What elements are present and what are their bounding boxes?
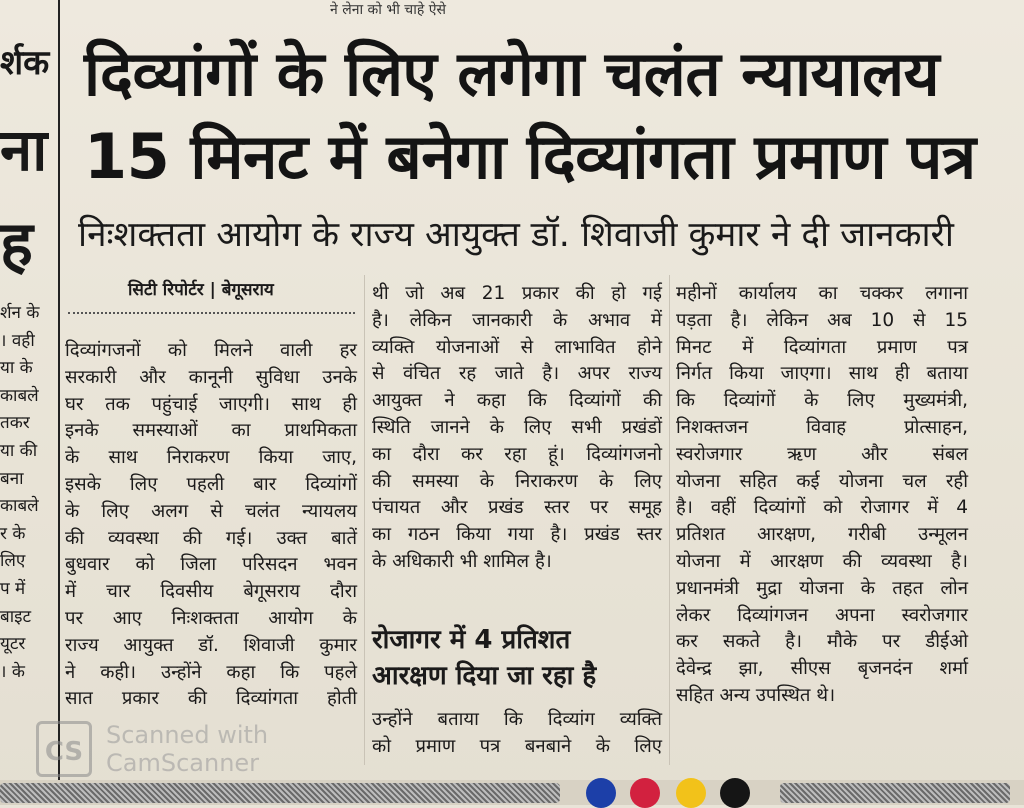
text-line: प में bbox=[0, 578, 26, 599]
camscanner-logo-icon: CS bbox=[36, 721, 92, 777]
text-line: या के bbox=[0, 358, 33, 379]
text-line: स्थिति जानने के लिए सभी प्रखंडों bbox=[372, 416, 662, 438]
watermark-line-2: CamScanner bbox=[106, 749, 260, 777]
text-line: र्शन के bbox=[0, 303, 40, 323]
subheadline: निःशक्तता आयोग के राज्य आयुक्त डॉ. शिवाजी कुमार ने दी जानकारी bbox=[78, 215, 954, 255]
text-line: सहित अन्य उपस्थित थे। bbox=[676, 684, 836, 706]
text-line: इनके समस्याओं का प्राथमिकता bbox=[65, 420, 357, 442]
text-line: बना bbox=[0, 468, 24, 489]
text-line: इसके लिए पहली बार दिव्यांगों bbox=[65, 473, 357, 495]
text-line: यूटर bbox=[0, 634, 26, 655]
text-line: । वही bbox=[0, 330, 35, 351]
column-subheading-line-2: आरक्षण दिया जा रहा है bbox=[372, 661, 597, 691]
text-line: सरकारी और कानूनी सुविधा उनके bbox=[65, 366, 357, 388]
text-line: प्रतिशत आरक्षण, गरीबी उन्मूलन bbox=[676, 524, 968, 546]
text-line: निर्गत किया जाएगा। साथ ही बताया bbox=[676, 363, 968, 385]
text-line: दिव्यांगजनों को मिलने वाली हर bbox=[65, 340, 357, 361]
text-line: है। लेकिन जानकारी के अभाव में bbox=[372, 309, 662, 331]
text-line: योजना सहित कई योजना चल रही bbox=[676, 470, 968, 492]
registration-dot-yellow bbox=[676, 778, 706, 808]
headline-line-1: दिव्यांगों के लिए लगेगा चलंत न्यायालय bbox=[84, 37, 940, 110]
column-divider bbox=[364, 275, 365, 765]
text-line: पड़ता है। लेकिन अब 10 से 15 bbox=[676, 309, 968, 331]
print-texture-strip bbox=[780, 783, 1010, 803]
column-divider bbox=[669, 275, 670, 765]
watermark-line-1: Scanned with bbox=[106, 721, 269, 749]
headline-line-2: 15 मिनट में बनेगा दिव्यांगता प्रमाण पत्र bbox=[84, 120, 976, 193]
text-line: बाइट bbox=[0, 606, 32, 627]
text-line: तकर bbox=[0, 413, 30, 434]
registration-dot-black bbox=[720, 778, 750, 808]
article-column-3 bbox=[676, 281, 968, 710]
adjacent-headline-fragment: ना bbox=[0, 116, 48, 184]
text-line: कि दिव्यांगों के लिए मुख्यमंत्री, bbox=[676, 390, 968, 412]
adjacent-headline-fragment: र्शक bbox=[0, 43, 50, 83]
byline-divider bbox=[68, 312, 355, 314]
adjacent-text-lines bbox=[0, 300, 58, 686]
text-line: का दौरा कर रहा हूं। दिव्यांगजनो bbox=[372, 443, 662, 465]
text-line: ने कही। उन्होंने कहा कि पहले bbox=[65, 661, 357, 683]
text-line: । के bbox=[0, 661, 25, 682]
text-line: महीनों कार्यालय का चक्कर लगाना bbox=[676, 283, 968, 304]
text-line: पर आए निःशक्तता आयोग के bbox=[65, 607, 357, 629]
text-line: को प्रमाण पत्र बनबाने के लिए bbox=[372, 735, 662, 757]
registration-dot-blue bbox=[586, 778, 616, 808]
text-line: व्यक्ति योजनाओं से लाभावित होने bbox=[372, 336, 662, 358]
column-subheading-line-1: रोजागर में 4 प्रतिशत bbox=[372, 625, 571, 655]
text-line: आयुक्त ने कहा कि दिव्यांगों की bbox=[372, 390, 662, 412]
text-line: काबले bbox=[0, 385, 39, 406]
text-line: सात प्रकार की दिव्यांगता होती bbox=[65, 688, 357, 710]
text-line: र के bbox=[0, 523, 26, 544]
text-line: पंचायत और प्रखंड स्तर पर समूह bbox=[372, 497, 662, 519]
article-column-2 bbox=[372, 281, 662, 576]
text-line: थी जो अब 21 प्रकार की हो गई bbox=[372, 283, 662, 304]
text-line: का गठन किया गया है। प्रखंड स्तर bbox=[372, 524, 662, 546]
print-texture-strip bbox=[0, 783, 560, 803]
text-line: की समस्या के निराकरण के लिए bbox=[372, 470, 662, 492]
text-line: लिए bbox=[0, 551, 26, 572]
camscanner-watermark bbox=[36, 715, 296, 783]
adjacent-headline-fragment: ह bbox=[0, 207, 33, 280]
text-line: में चार दिवसीय बेगूसराय दौरा bbox=[65, 581, 357, 603]
adjacent-article-fragment bbox=[0, 0, 60, 780]
text-line: घर तक पहुंचाई जाएगी। साथ ही bbox=[65, 393, 357, 415]
text-line: राज्य आयुक्त डॉ. शिवाजी कुमार bbox=[65, 634, 357, 656]
article-column-2-continued bbox=[372, 707, 662, 761]
text-line: प्रधानमंत्री मुद्रा योजना के तहत लोन bbox=[676, 577, 968, 599]
text-line: कर सकते है। मौके पर डीईओ bbox=[676, 631, 968, 653]
registration-dot-red bbox=[630, 778, 660, 808]
article-column-1 bbox=[65, 338, 357, 713]
text-line: योजना में आरक्षण की व्यवस्था है। bbox=[676, 550, 968, 572]
text-line: से वंचित रह जाते है। अपर राज्य bbox=[372, 363, 662, 385]
text-line: है। वहीं दिव्यांगों को रोजागर में 4 bbox=[676, 497, 968, 519]
text-line: उन्होंने बताया कि दिव्यांग व्यक्ति bbox=[372, 709, 662, 730]
byline: सिटी रिपोर्टर | बेगूसराय bbox=[128, 280, 274, 300]
text-line: के अधिकारी भी शामिल है। bbox=[372, 550, 552, 572]
text-line: लेकर दिव्यांगजन अपना स्वरोजगार bbox=[676, 604, 968, 626]
text-line: काबले bbox=[0, 496, 39, 517]
text-line: मिनट में दिव्यांगता प्रमाण पत्र bbox=[676, 336, 968, 358]
text-line: के लिए अलग से चलंत न्यायलय bbox=[65, 500, 357, 522]
text-line: या की bbox=[0, 440, 38, 461]
text-line: स्वरोजगार ऋण और संबल bbox=[676, 443, 968, 465]
text-line: के साथ निराकरण किया जाए, bbox=[65, 447, 357, 469]
text-line: निशक्तजन विवाह प्रोत्साहन, bbox=[676, 416, 968, 438]
text-line: बुधवार को जिला परिसदन भवन bbox=[65, 554, 357, 576]
text-line: देवेन्द्र झा, सीएस बृजनदंन शर्मा bbox=[676, 658, 968, 680]
text-line: की व्यवस्था की गई। उक्त बातें bbox=[65, 527, 357, 549]
cropped-top-text: ने लेना को भी चाहे ऐसे bbox=[330, 2, 446, 18]
